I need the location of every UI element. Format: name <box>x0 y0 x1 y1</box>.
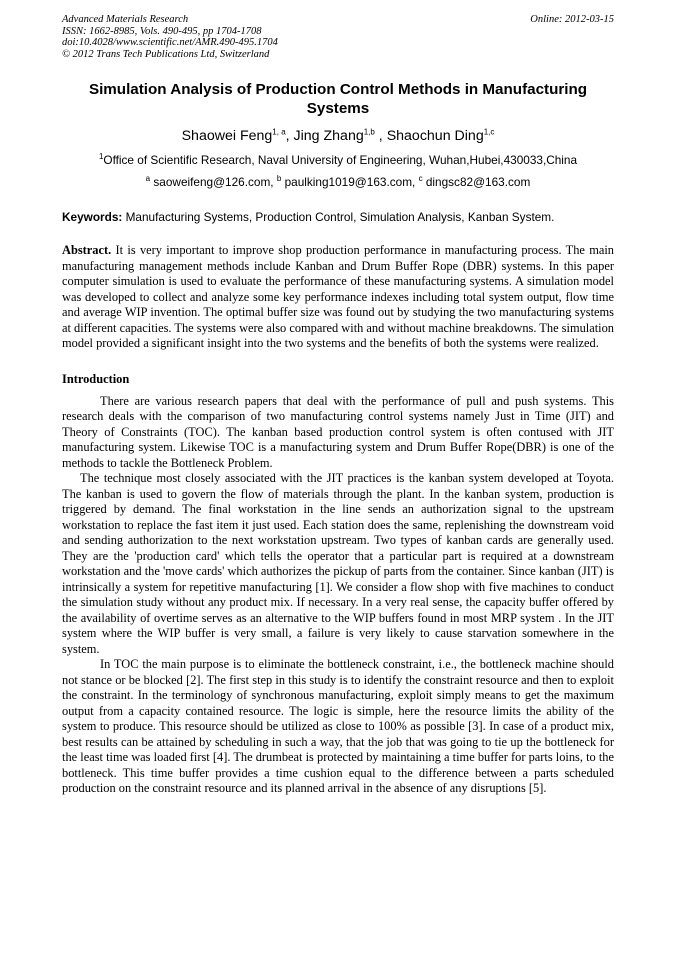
email-address: paulking1019@163.com, <box>281 175 419 189</box>
journal-header <box>62 14 614 60</box>
affiliation-text: Office of Scientific Research, Naval University of Engineering, Wuhan,Hubei,430033,China <box>103 153 578 167</box>
author-separator: , <box>285 128 294 144</box>
abstract-text: It is very important to improve shop production performance in manufacturing process. The main manufacturing management methods include Kanban and Drum Buffer Rope (DBR) systems. In this paper computer simulation is used to evaluate the performance of these manufacturing systems. A simulation model was developed to collect and analyze some key performance indexes including total system output, flow time and average WIP invention. The optimal buffer size was found out by studying the two manufacturing systems at different capacities. The systems were also compared with and without machine breakdowns. The simulation model provided a significant insight into the two systems and the benefits of both the systems were realized. <box>62 243 614 350</box>
online-date: Online: 2012-03-15 <box>530 14 614 25</box>
email-address: dingsc82@163.com <box>422 175 531 189</box>
intro-paragraph: The technique most closely associated with the JIT practices is the kanban system developed at Toyota. The kanban is used to govern the flow of materials through the plant. In the kanban system, production is triggered by demand. The final workstation in the line sends an authorization signal to the upstream workstation to replace the fast item it just used. Each station does the same, replenishing the downstream void and sending authorization to the next workstation upstream. Two types of kanban cards are generally used. They are the 'production card' which tells the operator that a particular part is required at a downstream workstation and the 'move cards' which authorizes the pickup of parts from the container. Since kanban (JIT) is intrinsically a system for repetitive manufacturing [1]. We consider a flow shop with five machines to conduct the simulation study without any product mix. If necessary. In a very real sense, the capacity buffer offered by the availability of overtime serves as an alternative to the WIP buffers found in most MRP system . In the JIT system where the WIP buffer is very small, a failure is very likely to cause starvation somewhere in the system. <box>62 471 614 656</box>
email-mark: b <box>276 174 282 184</box>
email-mark: c <box>418 174 423 184</box>
affiliation <box>62 153 614 168</box>
author-affil-mark: 1,b <box>363 127 375 137</box>
keywords <box>62 210 614 225</box>
author-list <box>62 127 614 145</box>
author-name: Jing Zhang <box>293 128 364 144</box>
author-separator: , <box>374 128 387 144</box>
author-affil-mark: 1,c <box>483 127 495 137</box>
author-name: Shaowei Feng <box>181 128 273 144</box>
author-affil-mark: 1, a <box>272 127 286 137</box>
author-name: Shaochun Ding <box>386 128 484 144</box>
journal-name: Advanced Materials Research <box>62 14 189 25</box>
email-mark: a <box>145 174 151 184</box>
email-list <box>62 175 614 190</box>
paper-title: Simulation Analysis of Production Control Methods in Manufacturing Systems <box>88 81 588 117</box>
keywords-text: Manufacturing Systems, Production Control, Simulation Analysis, Kanban System. <box>122 210 555 224</box>
doi-line: doi:10.4028/www.scientific.net/AMR.490-495.1704 <box>62 37 278 48</box>
affiliation-mark: 1 <box>98 152 104 162</box>
email-address: saoweifeng@126.com, <box>150 175 277 189</box>
abstract <box>62 243 614 352</box>
intro-paragraph: In TOC the main purpose is to eliminate the bottleneck constraint, i.e., the bottleneck machine should not stance or be blocked [2]. The first step in this study is to identify the constraint resource and then to exploit the constraint. In the terminology of synchronous manufacturing, exploit simply means to get the maximum output from a capacity contained resource. The logic is simple, here the resource limits the ability of the system to produce. This resource should be utilized as close to 100% as possible [3]. In case of a product mix, best results can be attained by scheduling in such a way, that the job that was going to tie up the bottleneck for the least time was loaded first [4]. The drumbeat is protected by maintaining a time buffer for parts loins, to the bottleneck. This time buffer provides a time cushion equal to the difference between a parts scheduled production on the constraint resource and its planned arrival in the absence of any disruptions [5]. <box>62 657 614 795</box>
issn-line: ISSN: 1662-8985, Vols. 490-495, pp 1704-1708 <box>62 25 262 37</box>
intro-paragraph: There are various research papers that deal with the performance of pull and push systems. This research deals with the comparison of two manufacturing control systems namely Just in Time (JIT) and Theory of Constraints (TOC). The kanban based production control system is often contused with JIT manufacturing system. Likewise TOC is a manufacturing system and Drum Buffer Rope(DBR) is one of the methods to tackle the Bottleneck Problem. <box>62 393 614 470</box>
copyright-line: © 2012 Trans Tech Publications Ltd, Switzerland <box>62 48 270 60</box>
paper-page <box>62 14 614 797</box>
abstract-label: Abstract. <box>62 243 112 257</box>
section-heading-introduction: Introduction <box>62 371 130 386</box>
keywords-label: Keywords: <box>62 210 123 224</box>
